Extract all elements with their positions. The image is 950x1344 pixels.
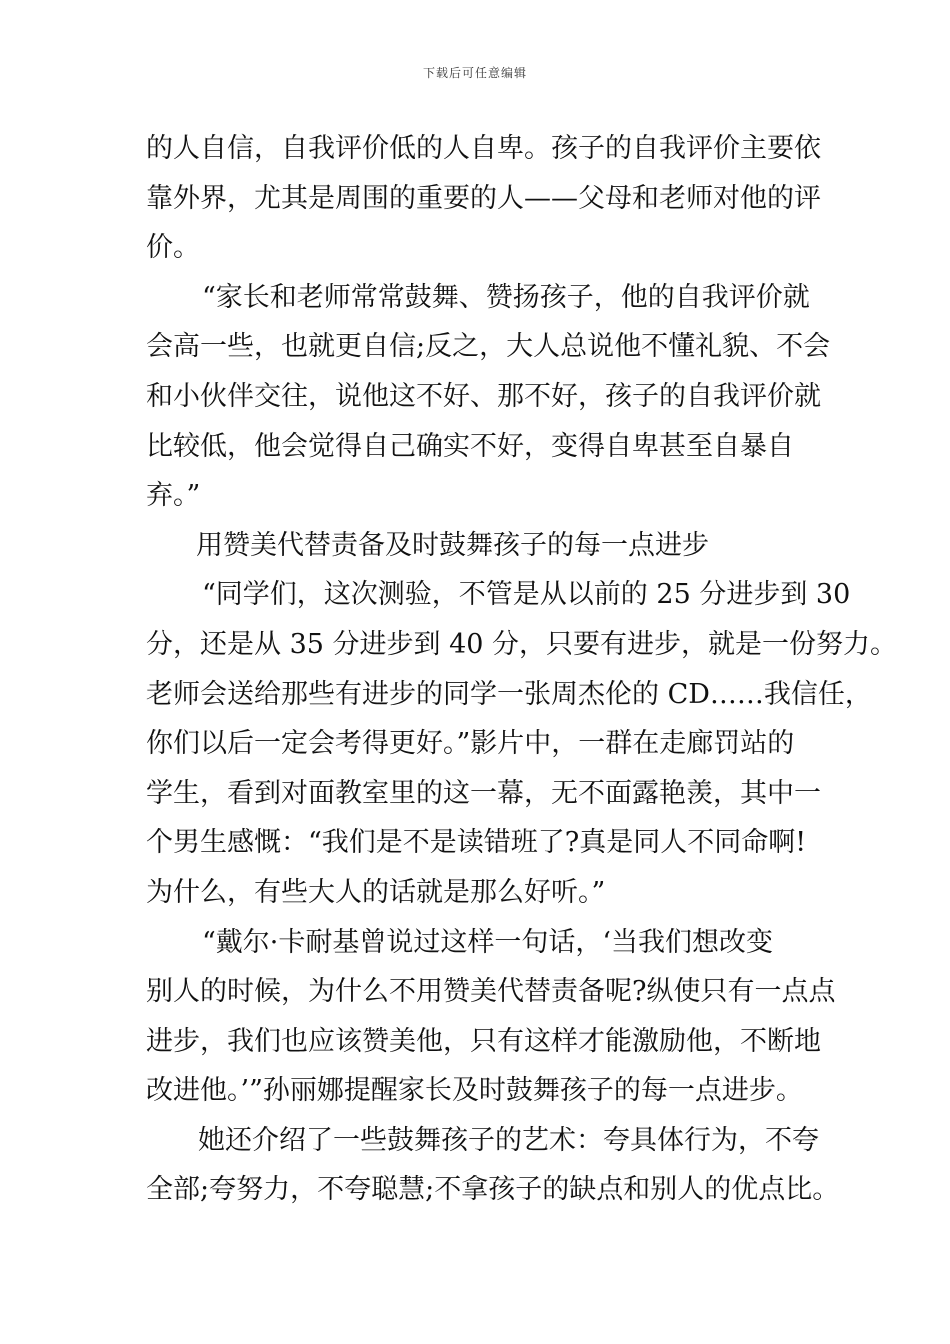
page-header: 下载后可任意编辑 [422, 66, 527, 80]
text-line: “同学们，这次测验，不管是从以前的 25 分进步到 30 [202, 579, 851, 611]
text-line: 全部;夸努力，不夸聪慧;不拿孩子的缺点和别人的优点比。 [146, 1174, 840, 1206]
text-line: 靠外界，尤其是周围的重要的人——父母和老师对他的评 [146, 182, 821, 214]
text-line: “戴尔·卡耐基曾说过这样一句话，‘当我们想改变 [202, 926, 773, 958]
text-line: 老师会送给那些有进步的同学一张周杰伦的 CD……我信任， [146, 678, 872, 710]
text-line: 你们以后一定会考得更好。”影片中，一群在走廊罚站的 [146, 728, 795, 760]
text-line: 价。 [146, 232, 200, 264]
text-line: 弃。” [146, 480, 201, 512]
text-line: 进步，我们也应该赞美他，只有这样才能激励他，不断地 [146, 1025, 821, 1057]
text-line: “家长和老师常常鼓舞、赞扬孩子，他的自我评价就 [202, 281, 810, 313]
text-line: 改进他。’”孙丽娜提醒家长及时鼓舞孩子的每一点进步。 [146, 1075, 803, 1107]
text-line: 她还介绍了一些鼓舞孩子的艺术：夸具体行为，不夸 [198, 1124, 819, 1156]
text-line: 的人自信，自我评价低的人自卑。孩子的自我评价主要依 [146, 133, 821, 164]
text-line: 别人的时候，为什么不用赞美代替责备呢?纵使只有一点点 [146, 976, 836, 1008]
text-line: 分，还是从 35 分进步到 40 分，只要有进步，就是一份努力。 [146, 628, 898, 660]
text-line: 比较低，他会觉得自己确实不好，变得自卑甚至自暴自 [146, 430, 794, 462]
text-line: 和小伙伴交往，说他这不好、那不好，孩子的自我评价就 [146, 380, 821, 412]
text-line: 个男生感慨：“我们是不是读错班了?真是同人不同命啊! [146, 827, 807, 859]
section-heading: 用赞美代替责备及时鼓舞孩子的每一点进步 [196, 529, 709, 561]
text-line: 学生，看到对面教室里的这一幕，无不面露艳羡，其中一 [146, 777, 821, 809]
text-line: 会高一些，也就更自信;反之，大人总说他不懂礼貌、不会 [146, 331, 831, 363]
text-line: 为什么，有些大人的话就是那么好听。” [146, 876, 606, 908]
document-body [146, 124, 898, 1215]
